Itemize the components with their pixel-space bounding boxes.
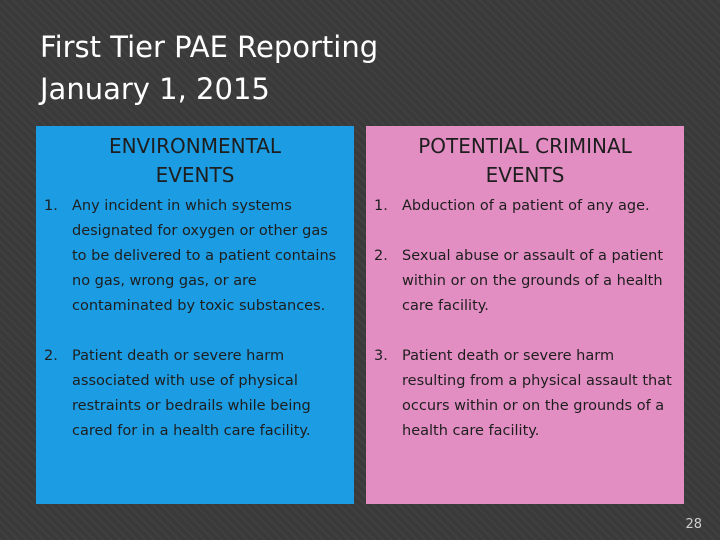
item-text: Patient death or severe harm associated with use of physical restraints or bedrails while being cared for in a health care facility. [72,348,311,439]
criminal-heading-line-2: EVENTS [485,163,565,187]
slide-title-line-1: First Tier PAE Reporting [40,30,379,64]
environmental-event-item [44,344,346,444]
criminal-event-item [374,244,676,319]
item-number: 3. [374,348,388,364]
page-number: 28 [685,517,702,532]
item-number: 2. [374,248,388,264]
slide-title-line-2: January 1, 2015 [40,72,270,106]
slide-title [40,26,680,110]
criminal-event-item [374,344,676,444]
environmental-events-heading [44,132,346,190]
environmental-heading-line-2: EVENTS [155,163,235,187]
environmental-events-panel [36,126,354,504]
criminal-events-heading [374,132,676,190]
criminal-events-list [374,194,676,444]
item-text: Patient death or severe harm resulting from a physical assault that occurs within or on the grounds of a health care facility. [402,348,672,439]
item-number: 1. [374,198,388,214]
criminal-event-item [374,194,676,219]
environmental-events-list [44,194,346,444]
item-number: 2. [44,348,58,364]
item-text: Abduction of a patient of any age. [402,198,650,214]
environmental-heading-line-1: ENVIRONMENTAL [108,134,282,158]
item-text: Any incident in which systems designated for oxygen or other gas to be delivered to a patient contains no gas, wrong gas, or are contaminated by toxic substances. [72,198,337,314]
item-text: Sexual abuse or assault of a patient within or on the grounds of a health care facility. [402,248,664,314]
criminal-events-panel [366,126,684,504]
criminal-heading-line-1: POTENTIAL CRIMINAL [418,134,632,158]
item-number: 1. [44,198,58,214]
environmental-event-item [44,194,346,319]
